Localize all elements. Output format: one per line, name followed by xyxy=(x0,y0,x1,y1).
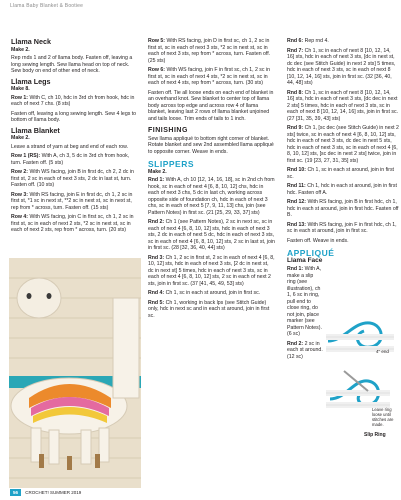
rnd-label: Rnd 10: xyxy=(287,167,307,173)
legs-row-1 xyxy=(11,95,138,108)
row-label: Row 4: xyxy=(11,214,29,220)
neck-title: Llama Neck xyxy=(11,37,51,46)
blanket-row-2 xyxy=(11,169,138,189)
rnd-label: Rnd 8: xyxy=(287,89,304,96)
slipper-rnd-1 xyxy=(148,177,275,216)
rnd-text: Ch 1, sc in each st around, join in first sc. xyxy=(165,290,261,296)
slipper-rnd-5 xyxy=(148,300,275,320)
slipper-rnd-13 xyxy=(287,222,399,235)
finish-text: Fasten off. Tie all loose ends on each end of blanket in an overhand knot. Sew blanket to center top of llama body across top edge and across row 4 of llama blanket, leaving last 2 rows of llama blanket unjoined and tails loose. Trim ends of tails to 1 inch. xyxy=(148,89,274,122)
diagram-caption: Slip Ring xyxy=(364,432,386,438)
rnd-text: Ch 1, working in back lps (see Stitch Guide) only, hdc in next sc and in each st around, join in first sc. xyxy=(148,299,270,319)
rnd-text: With RS facing, join B in first hdc, ch 1, hdc in each st around, join in first hdc. Fasten off B. xyxy=(287,199,399,218)
rnd-label: Rnd 1: xyxy=(148,177,165,183)
row-text: With WS facing, join C in first sc, ch 1, 2 sc in first st, sc in each of next 2 sts, *2 sc in next st, sc in each of next 2 sts, rep from * across, turn. (20 sts) xyxy=(11,214,134,233)
rnd-text: Ch 1, sc in each of next 8 [10, 12, 14, 16] sts, hdc in each of next 3 sts, [dc in next st, dc dec (see Stitch Guide) in next 2 sts] 5 times, hdc in each of next 3 sts, sc in each of next 8 [10, 12, 14, 16] sts, join in first sc. (32 [36, 40, 44, 48] sts) xyxy=(287,47,396,86)
rnd-text: Ch 1, 2 sc in first st, 2 sc in each of next 4 [6, 8, 10, 12] sts, hdc in each of next 3 sts, [2 dc in next st, dc in next st] 5 times, hdc in each of next 3 sts, sc in each of next 4 [6, 8, 10, 12] sts, 2 sc in each of next 2 sts, join in first sc. (37 [41, 45, 49, 53] sts) xyxy=(148,254,275,287)
row-label: Row 2: xyxy=(11,169,29,175)
rnd-label: Rnd 3: xyxy=(148,254,165,261)
slipper-rnd-10 xyxy=(287,167,399,180)
rnd-label: Rnd 1: xyxy=(287,266,304,272)
neck-text: Rep rnds 1 and 2 of llama body. Fasten off, leaving a long sewing length. Sew llama head on top of neck. Sew body on end of other end of neck. xyxy=(11,55,133,74)
blanket-row-3 xyxy=(11,192,138,212)
slip-ring-diagram xyxy=(324,311,400,441)
rnd-label: Rnd 2: xyxy=(148,219,165,225)
running-head: Llama Baby Blanket & Bootiee xyxy=(10,3,84,9)
rnd-text: Ch 1, [sc dec (see Stitch Guide) in next 2 sts] twice, sc in each of next 4 [6, 8, 10, 12] sts, hdc in each of next 3 sts, dc dec in next 5 sts, hdc in each of next 3 sts, sc in each of next 4 [6, 8, 10, 12] sts, [sc dec in next 2 sts] twice, join in first sc. (19 [23, 27, 31, 35] sts) xyxy=(287,125,399,164)
slipper-rnd-9 xyxy=(287,125,399,164)
slipper-rnd-12 xyxy=(287,199,399,219)
finishing-text: Sew llama appliqué to bottom right corner of blanket. Rotate blanket and sew 2nd assembled llama appliqué to opposite corner. Weave in ends. xyxy=(148,135,274,155)
column-2 xyxy=(148,38,275,322)
rnd-text: Rep rnd 4. xyxy=(304,38,329,44)
legs-make: Make 8. xyxy=(11,86,30,92)
slipper-rnd-3 xyxy=(148,255,275,288)
slippers-title: SLIPPERS xyxy=(148,159,195,169)
rnd-label: Rnd 5: xyxy=(148,299,165,306)
slippers-make: Make 2. xyxy=(148,168,167,175)
rnd-label: Rnd 4: xyxy=(148,290,165,296)
face-rnd-1 xyxy=(287,266,323,338)
legs-text: Fasten off, leaving a long sewing length. Sew 4 legs to bottom of llama body. xyxy=(11,110,137,123)
row-text: With WS facing, join F in first sc, ch 1, 2 sc in first st, sc in each of next 4 sts, *2 sc in next st, sc in each of next 4 sts, rep from * across, turn. (30 sts) xyxy=(148,67,270,86)
legs-title: Llama Legs xyxy=(11,76,51,86)
rnd-text: Ch 1 (see Pattern Notes), 2 sc in next sc, sc in each of next 4 [6, 8, 10, 12] sts, hdc in each of next 3 sts, 2 dc in each of next 5 dc, hdc in each of next 3 sts, sc in each of next 4 [6, 8, 10, 12] sts, 2 sc in last st, join in first sc. (28 [32, 36, 40, 44] sts) xyxy=(148,219,275,251)
rnd-text: Ch 1, sc in each st around, join in first sc. xyxy=(287,167,394,180)
rnd-text: Ch 1, hdc in each st around, join in first hdc. Fasten off A. xyxy=(287,183,397,196)
applique-title: APPLIQUÉ xyxy=(287,248,335,258)
rnd-text: With A, make a slip ring (see illustration), ch 1, 6 sc in ring, pull end to close ring, do not join, place marker (see Pattern Notes). (6 sc) xyxy=(287,266,322,337)
row-5 xyxy=(148,38,275,64)
row-text: With C, ch 10, hdc in 3rd ch from hook, hdc in each of next 7 chs. (8 sts) xyxy=(11,94,135,107)
rnd-label: Rnd 6: xyxy=(287,38,304,44)
row-text: With WS facing, join B in first dc, ch 2, 2 dc in first st, 2 sc in each of next 3 sts, 2 dc in last st, turn. Fasten off. (10 sts) xyxy=(11,169,134,188)
blanket-make: Make 2. xyxy=(11,135,30,141)
slipper-rnd-2 xyxy=(148,219,275,252)
blanket-row-1 xyxy=(11,153,138,166)
row-label: Row 3: xyxy=(11,191,29,198)
column-1 xyxy=(11,38,138,237)
llama-face-title: Llama Face xyxy=(287,256,323,264)
slipper-rnd-4 xyxy=(148,290,275,297)
finishing-title: FINISHING xyxy=(148,127,188,134)
rnd-text: Ch 1, sc in each of next 8 [10, 12, 14, 16] sts, hdc in each of next 3 sts, [dc dec in next 2 sts] 5 times, hdc in each of next 3 sts, sc in each of next 8 [10, 12, 14, 16] sts, join in first sc. (27 [31, 35, 39, 43] sts) xyxy=(287,89,399,122)
llama-photo-illustration xyxy=(9,258,141,488)
page-footer xyxy=(10,490,81,495)
rnd-label: Rnd 2: xyxy=(287,340,304,347)
row-label: Row 6: xyxy=(148,67,166,73)
four-inch-end-label: 4" end xyxy=(376,349,389,354)
face-rnd-2 xyxy=(287,341,323,361)
row-text: With RS facing, join D in first sc, ch 1, 2 sc in first st, sc in each of next 3 sts, *2 sc in next st, sc in each of next 3 sts, rep from * across, turn. Fasten off. (25 sts) xyxy=(148,38,271,64)
slipper-finish: Fasten off. Weave in ends. xyxy=(287,237,349,244)
blanket-title: Llama Blanket xyxy=(11,125,60,135)
rnd-text: With RS facing, join F in first hdc, ch 1, sc in each st around, join in first sc. xyxy=(287,221,397,234)
row-label: Row 5: xyxy=(148,38,166,44)
blanket-intro: Leave a strand of yarn at beg and end of each row. xyxy=(11,143,129,150)
slipper-rnd-6 xyxy=(287,38,399,45)
row-text: With RS facing, join E in first dc, ch 1, 2 sc in first st, *1 sc in next st, **2 sc in next st, sc in next st, rep from * across, turn. Fasten off. (15 sts) xyxy=(11,191,133,211)
leave-ring-loose-label: Leave ring loose until stitches are made. xyxy=(372,407,394,427)
page-number: 56 xyxy=(10,489,21,496)
neck-make: Make 2. xyxy=(11,46,30,53)
slipper-rnd-8 xyxy=(287,90,399,123)
rnd-label: Rnd 12: xyxy=(287,199,307,205)
rnd-label: Rnd 9: xyxy=(287,125,304,131)
row-label: Row 1 (RS): xyxy=(11,153,41,159)
rnd-text: 2 sc in each st around. (12 sc) xyxy=(287,340,323,360)
slipper-rnd-7 xyxy=(287,48,399,87)
llama-blanket-photo xyxy=(9,258,141,488)
rnd-text: With A, ch 10 [12, 14, 16, 18], sc in 2nd ch from hook, sc in each of next 4 [6, 8, 10, 12] chs, hdc in each of next 3 chs, 5 dc in last ch, working across opposite side of foundation ch, hdc in each of next 3 chs, sc in each of next 5 [7, 9, 11, 13] chs, join (see Pattern Notes) in first sc. (21 [25, 29, 33, 37] sts) xyxy=(148,177,275,216)
row-6 xyxy=(148,67,275,87)
blanket-row-4 xyxy=(11,214,138,234)
rnd-label: Rnd 13: xyxy=(287,221,307,228)
row-label: Row 1: xyxy=(11,94,29,101)
rnd-label: Rnd 7: xyxy=(287,47,304,54)
rnd-label: Rnd 11: xyxy=(287,183,306,189)
magazine-issue: CROCHET! SUMMER 2019 xyxy=(25,490,82,495)
row-text: With A, ch 3, 5 dc in 3rd ch from hook, turn. Fasten off. (5 sts) xyxy=(11,153,130,166)
slipper-rnd-11 xyxy=(287,183,399,196)
